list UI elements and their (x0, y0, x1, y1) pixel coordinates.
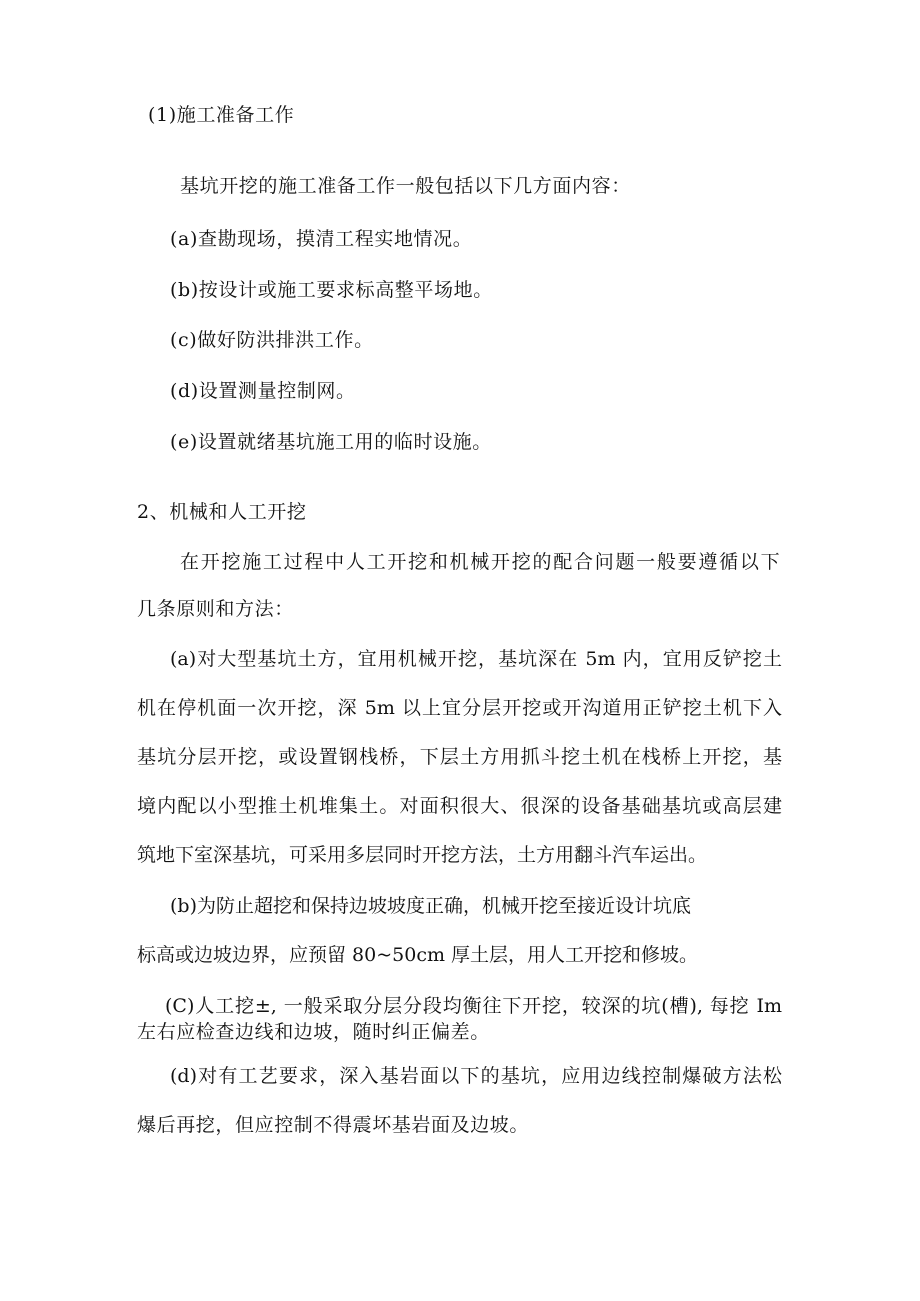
para-a-line-5: 筑地下室深基坑，可采用多层同时开挖方法，土方用翻斗汽车运出。 (137, 844, 708, 866)
prep-item-b: (b)按设计或施工要求标高整平场地。 (170, 279, 493, 301)
excavation-intro-line-1: 在开挖施工过程中人工开挖和机械开挖的配合问题一般要遵循以下 (180, 551, 780, 573)
para-a-line-2: 机在停机面一次开挖，深 5m 以上宜分层开挖或开沟道用正铲挖土机下入 (137, 697, 782, 719)
section-heading-prep: (1)施工准备工作 (148, 104, 295, 126)
prep-item-e: (e)设置就绪基坑施工用的临时设施。 (170, 431, 492, 453)
para-a-line-4: 境内配以小型推土机堆集土。对面积很大、很深的设备基础基坑或高层建 (137, 795, 782, 817)
prep-item-a: (a)查勘现场，摸清工程实地情况。 (170, 228, 473, 250)
prep-item-d: (d)设置测量控制网。 (170, 380, 356, 402)
para-b-line-2: 标高或边坡边界，应预留 80~50cm 厚土层，用人工开挖和修坡。 (137, 944, 699, 966)
para-c-line-2: 左右应检查边线和边坡，随时纠正偏差。 (137, 1021, 490, 1043)
para-c-line-1: (C)人工挖±, 一般采取分层分段均衡往下开挖，较深的坑(槽), 每挖 Im (165, 995, 782, 1017)
prep-item-c: (c)做好防洪排洪工作。 (170, 329, 374, 351)
para-d-line-1: (d)对有工艺要求，深入基岩面以下的基坑，应用边线控制爆破方法松 (170, 1065, 782, 1087)
para-a-line-1: (a)对大型基坑土方，宜用机械开挖，基坑深在 5m 内，宜用反铲挖土 (170, 648, 782, 670)
para-b-line-1: (b)为防止超挖和保持边坡坡度正确，机械开挖至接近设计坑底 (170, 895, 691, 917)
prep-intro: 基坑开挖的施工准备工作一般包括以下几方面内容： (180, 175, 631, 197)
para-a-line-3: 基坑分层开挖，或设置钢栈桥，下层土方用抓斗挖土机在栈桥上开挖，基 (137, 746, 782, 768)
section-heading-excavation: 2、机械和人工开挖 (137, 501, 307, 523)
excavation-intro-line-2: 几条原则和方法： (137, 598, 294, 620)
para-d-line-2: 爆后再挖，但应控制不得震坏基岩面及边坡。 (137, 1114, 530, 1136)
